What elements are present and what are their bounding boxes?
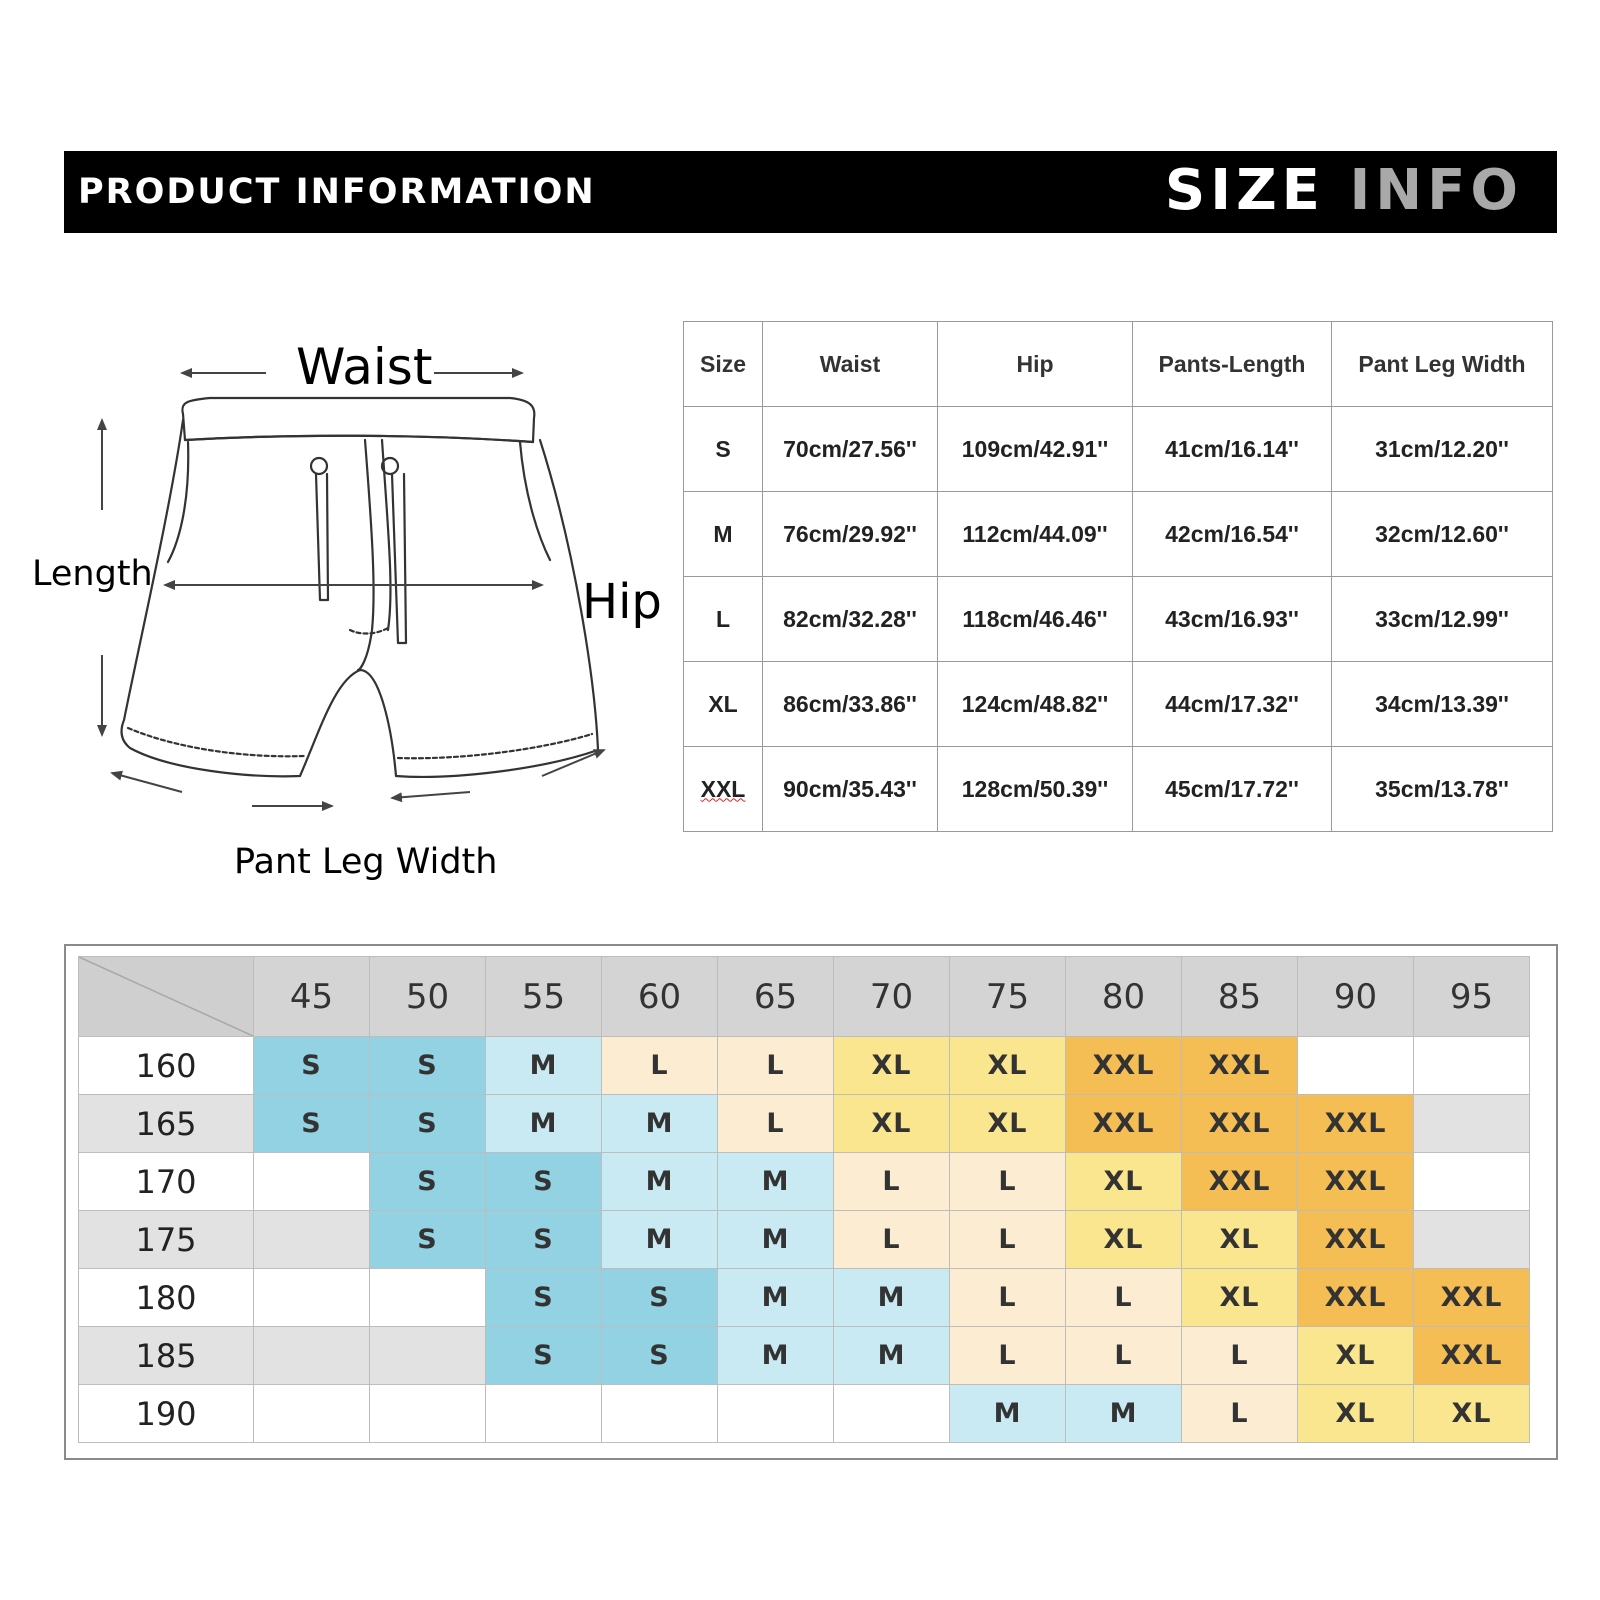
height-row bbox=[79, 1211, 1530, 1269]
height-rows bbox=[79, 1037, 1530, 1443]
spec-cell-waist: 82cm/32.28'' bbox=[763, 577, 938, 662]
size-cell: M bbox=[950, 1385, 1066, 1443]
empty-cell bbox=[718, 1385, 834, 1443]
header-banner bbox=[64, 151, 1557, 233]
hip-label: Hip bbox=[582, 574, 662, 630]
height-label-cell: 185 bbox=[79, 1327, 254, 1385]
empty-cell bbox=[370, 1385, 486, 1443]
spec-row bbox=[684, 662, 1553, 747]
size-cell: XXL bbox=[1066, 1037, 1182, 1095]
size-cell: L bbox=[834, 1211, 950, 1269]
size-cell: M bbox=[486, 1095, 602, 1153]
height-label-cell: 160 bbox=[79, 1037, 254, 1095]
spec-cell-leg-width: 35cm/13.78'' bbox=[1332, 747, 1553, 832]
size-cell: XXL bbox=[1182, 1095, 1298, 1153]
empty-cell bbox=[1414, 1095, 1530, 1153]
corner-diagonal bbox=[79, 957, 253, 1036]
spec-cell-size-text: XXL bbox=[700, 775, 746, 802]
size-cell: XXL bbox=[1414, 1327, 1530, 1385]
spec-row bbox=[684, 747, 1553, 832]
size-cell: XXL bbox=[1298, 1211, 1414, 1269]
spec-cell-size: M bbox=[684, 492, 763, 577]
size-cell: XL bbox=[1182, 1269, 1298, 1327]
weight-header-cell: 70 bbox=[834, 957, 950, 1037]
empty-cell bbox=[486, 1385, 602, 1443]
spec-cell-hip: 112cm/44.09'' bbox=[938, 492, 1133, 577]
weight-header-cell: 90 bbox=[1298, 957, 1414, 1037]
spec-row bbox=[684, 407, 1553, 492]
weight-header-cell: 45 bbox=[254, 957, 370, 1037]
empty-cell bbox=[254, 1153, 370, 1211]
weight-header-cell: 50 bbox=[370, 957, 486, 1037]
size-info-word-size: SIZE bbox=[1164, 158, 1325, 223]
size-cell: XL bbox=[950, 1037, 1066, 1095]
spec-cell-hip: 128cm/50.39'' bbox=[938, 747, 1133, 832]
spec-cell-size: XL bbox=[684, 662, 763, 747]
size-cell: L bbox=[950, 1211, 1066, 1269]
spec-row bbox=[684, 577, 1553, 662]
shorts-illustration bbox=[20, 330, 680, 900]
height-row bbox=[79, 1153, 1530, 1211]
spec-header-leg-width: Pant Leg Width bbox=[1332, 322, 1553, 407]
size-cell: XL bbox=[834, 1037, 950, 1095]
weight-header-cell: 85 bbox=[1182, 957, 1298, 1037]
size-cell: M bbox=[834, 1269, 950, 1327]
size-cell: L bbox=[1182, 1385, 1298, 1443]
height-label-cell: 180 bbox=[79, 1269, 254, 1327]
spec-header-size: Size bbox=[684, 322, 763, 407]
size-cell: XL bbox=[1066, 1211, 1182, 1269]
height-row bbox=[79, 1327, 1530, 1385]
weight-header-cell: 60 bbox=[602, 957, 718, 1037]
weight-header-cell: 75 bbox=[950, 957, 1066, 1037]
height-row bbox=[79, 1269, 1530, 1327]
size-cell: S bbox=[370, 1211, 486, 1269]
spec-cell-length: 42cm/16.54'' bbox=[1133, 492, 1332, 577]
size-spec-table bbox=[683, 321, 1553, 832]
size-cell: M bbox=[602, 1211, 718, 1269]
size-cell: XXL bbox=[1298, 1269, 1414, 1327]
empty-cell bbox=[254, 1327, 370, 1385]
weight-header-row bbox=[79, 957, 1530, 1037]
spec-cell-leg-width: 31cm/12.20'' bbox=[1332, 407, 1553, 492]
size-cell: L bbox=[1066, 1269, 1182, 1327]
spec-cell-leg-width: 32cm/12.60'' bbox=[1332, 492, 1553, 577]
size-info-word-info: INFO bbox=[1349, 158, 1523, 223]
size-cell: S bbox=[602, 1327, 718, 1385]
size-cell: S bbox=[254, 1095, 370, 1153]
size-cell: XL bbox=[1182, 1211, 1298, 1269]
size-cell: L bbox=[834, 1153, 950, 1211]
weight-header-cell: 65 bbox=[718, 957, 834, 1037]
size-cell: M bbox=[834, 1327, 950, 1385]
size-cell: L bbox=[950, 1269, 1066, 1327]
size-info-title bbox=[1165, 151, 1523, 233]
size-cell: XL bbox=[1414, 1385, 1530, 1443]
empty-cell bbox=[1414, 1037, 1530, 1095]
size-cell: S bbox=[486, 1269, 602, 1327]
chart-corner-cell bbox=[79, 957, 254, 1037]
spec-cell-length: 44cm/17.32'' bbox=[1133, 662, 1332, 747]
size-cell: XL bbox=[834, 1095, 950, 1153]
size-cell: XL bbox=[950, 1095, 1066, 1153]
leg-width-label: Pant Leg Width bbox=[234, 842, 498, 882]
weight-header-cell: 80 bbox=[1066, 957, 1182, 1037]
spec-cell-length: 41cm/16.14'' bbox=[1133, 407, 1332, 492]
length-label: Length bbox=[32, 554, 153, 594]
empty-cell bbox=[254, 1211, 370, 1269]
size-cell: XXL bbox=[1066, 1095, 1182, 1153]
size-cell: M bbox=[1066, 1385, 1182, 1443]
size-cell: XXL bbox=[1182, 1037, 1298, 1095]
size-cell: L bbox=[602, 1037, 718, 1095]
size-cell: S bbox=[486, 1211, 602, 1269]
spec-cell-size bbox=[684, 747, 763, 832]
height-row bbox=[79, 1037, 1530, 1095]
size-cell: S bbox=[486, 1327, 602, 1385]
spec-cell-hip: 118cm/46.46'' bbox=[938, 577, 1133, 662]
size-cell: XXL bbox=[1298, 1095, 1414, 1153]
spec-cell-hip: 124cm/48.82'' bbox=[938, 662, 1133, 747]
size-cell: M bbox=[486, 1037, 602, 1095]
size-cell: M bbox=[602, 1095, 718, 1153]
spec-cell-waist: 70cm/27.56'' bbox=[763, 407, 938, 492]
empty-cell bbox=[602, 1385, 718, 1443]
size-cell: S bbox=[486, 1153, 602, 1211]
spec-cell-length: 43cm/16.93'' bbox=[1133, 577, 1332, 662]
spec-cell-waist: 90cm/35.43'' bbox=[763, 747, 938, 832]
spec-header-row bbox=[684, 322, 1553, 407]
spec-header-pants-length: Pants-Length bbox=[1133, 322, 1332, 407]
empty-cell bbox=[834, 1385, 950, 1443]
empty-cell bbox=[254, 1269, 370, 1327]
empty-cell bbox=[254, 1385, 370, 1443]
size-cell: S bbox=[254, 1037, 370, 1095]
size-cell: M bbox=[718, 1269, 834, 1327]
size-cell: L bbox=[1182, 1327, 1298, 1385]
waist-label: Waist bbox=[296, 338, 433, 396]
spec-header-waist: Waist bbox=[763, 322, 938, 407]
empty-cell bbox=[1298, 1037, 1414, 1095]
size-cell: XXL bbox=[1182, 1153, 1298, 1211]
empty-cell bbox=[1414, 1211, 1530, 1269]
size-cell: XL bbox=[1066, 1153, 1182, 1211]
height-weight-grid bbox=[78, 956, 1530, 1443]
size-recommendation-chart bbox=[64, 944, 1558, 1460]
shorts-measurement-diagram bbox=[20, 330, 680, 900]
size-cell: L bbox=[950, 1153, 1066, 1211]
size-cell: S bbox=[370, 1095, 486, 1153]
size-cell: M bbox=[718, 1153, 834, 1211]
height-label-cell: 175 bbox=[79, 1211, 254, 1269]
product-information-title: PRODUCT INFORMATION bbox=[78, 172, 596, 212]
spec-cell-size: S bbox=[684, 407, 763, 492]
size-cell: M bbox=[718, 1327, 834, 1385]
size-cell: S bbox=[602, 1269, 718, 1327]
height-label-cell: 190 bbox=[79, 1385, 254, 1443]
size-cell: M bbox=[718, 1211, 834, 1269]
spec-cell-leg-width: 33cm/12.99'' bbox=[1332, 577, 1553, 662]
empty-cell bbox=[370, 1327, 486, 1385]
height-row bbox=[79, 1095, 1530, 1153]
size-cell: S bbox=[370, 1153, 486, 1211]
weight-header-cell: 55 bbox=[486, 957, 602, 1037]
spec-row bbox=[684, 492, 1553, 577]
spec-cell-leg-width: 34cm/13.39'' bbox=[1332, 662, 1553, 747]
spec-cell-waist: 86cm/33.86'' bbox=[763, 662, 938, 747]
height-label-cell: 165 bbox=[79, 1095, 254, 1153]
spec-cell-size: L bbox=[684, 577, 763, 662]
size-cell: L bbox=[718, 1037, 834, 1095]
empty-cell bbox=[370, 1269, 486, 1327]
weight-header-cell: 95 bbox=[1414, 957, 1530, 1037]
size-cell: XXL bbox=[1298, 1153, 1414, 1211]
size-cell: L bbox=[718, 1095, 834, 1153]
size-cell: M bbox=[602, 1153, 718, 1211]
size-cell: XXL bbox=[1414, 1269, 1530, 1327]
size-cell: S bbox=[370, 1037, 486, 1095]
empty-cell bbox=[1414, 1153, 1530, 1211]
height-label-cell: 170 bbox=[79, 1153, 254, 1211]
spec-cell-hip: 109cm/42.91'' bbox=[938, 407, 1133, 492]
height-row bbox=[79, 1385, 1530, 1443]
size-cell: XL bbox=[1298, 1327, 1414, 1385]
spec-cell-waist: 76cm/29.92'' bbox=[763, 492, 938, 577]
size-cell: L bbox=[950, 1327, 1066, 1385]
spec-header-hip: Hip bbox=[938, 322, 1133, 407]
size-cell: L bbox=[1066, 1327, 1182, 1385]
spec-cell-length: 45cm/17.72'' bbox=[1133, 747, 1332, 832]
size-cell: XL bbox=[1298, 1385, 1414, 1443]
